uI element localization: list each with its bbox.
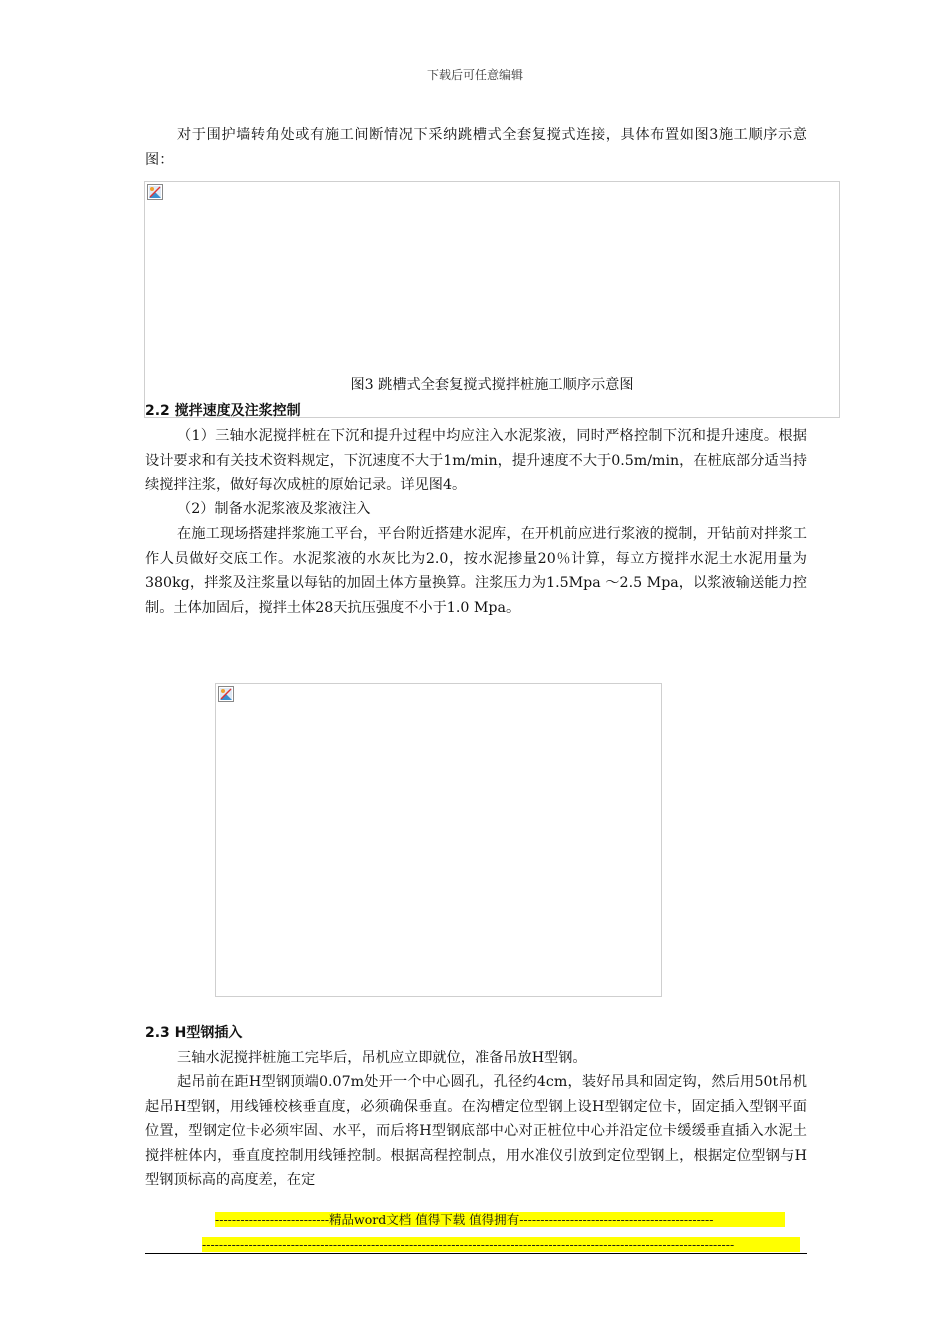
section-2-2-heading: 2.2 搅拌速度及注浆控制 bbox=[145, 403, 301, 419]
section-2-3-paragraph-2: 起吊前在距H型钢顶端0.07m处开一个中心圆孔，孔径约4cm，装好吊具和固定钩，然后用50t吊机起吊H型钢，用线锤校核垂直度，必须确保垂直。在沟槽定位型钢上设H型钢定位卡，固定插入型钢平面位置，型钢定位卡必须牢固、水平，而后将H型钢底部中心对正桩位中心并沿定位卡缓缓垂直插入水泥土搅拌桩体内，垂直度控制用线锤控制。根据高程控制点，用水准仪引放到定位型钢上，根据定位型钢与H型钢顶标高的高度差，在定 bbox=[145, 1074, 807, 1188]
section-2-2-paragraph-2: （2）制备水泥浆液及浆液注入 bbox=[177, 501, 371, 517]
figure-4-image bbox=[215, 683, 662, 997]
figure-3-image bbox=[144, 181, 840, 418]
footer-rule bbox=[145, 1253, 807, 1254]
section-2-3-paragraph-1: 三轴水泥搅拌桩施工完毕后，吊机应立即就位，准备吊放H型钢。 bbox=[177, 1050, 587, 1066]
page-header-note: 下载后可任意编辑 bbox=[426, 68, 523, 82]
section-2-2-paragraph-3: 在施工现场搭建拌浆施工平台，平台附近搭建水泥库，在开机前应进行浆液的搅制，开钻前对拌浆工作人员做好交底工作。水泥浆液的水灰比为2.0，按水泥掺量20％计算，每立方搅拌水泥土水泥用量为380kg，拌浆及注浆量以每钻的加固土体方量换算。注浆压力为1.5Mpa ～2.5 Mpa，以浆液输送能力控制。土体加固后，搅拌土体28天抗压强度不小于1.0 Mpa。 bbox=[145, 526, 807, 616]
section-2-2-paragraph-1: （1）三轴水泥搅拌桩在下沉和提升过程中均应注入水泥浆液，同时严格控制下沉和提升速度。根据设计要求和有关技术资料规定，下沉速度不大于1m/min，提升速度不大于0.5m/min，在桩底部分适当持续搅拌注浆，做好每次成桩的原始记录。详见图4。 bbox=[145, 428, 807, 493]
footer-dash-line: ------------------------------------------------------------------------------------------------------------------------------ bbox=[202, 1237, 800, 1252]
section-2-3-heading: 2.3 H型钢插入 bbox=[145, 1025, 243, 1041]
broken-image-icon bbox=[147, 184, 163, 200]
footer-promo-line: ---------------------------精品word文档 值得下载 值得拥有---------------------------------------------- bbox=[215, 1212, 785, 1227]
intro-paragraph: 对于围护墙转角处或有施工间断情况下采纳跳槽式全套复搅式连接，具体布置如图3施工顺序示意图： bbox=[145, 127, 807, 168]
broken-image-icon bbox=[218, 686, 234, 702]
figure-3-caption: 图3 跳槽式全套复搅式搅拌桩施工顺序示意图 bbox=[350, 377, 634, 393]
